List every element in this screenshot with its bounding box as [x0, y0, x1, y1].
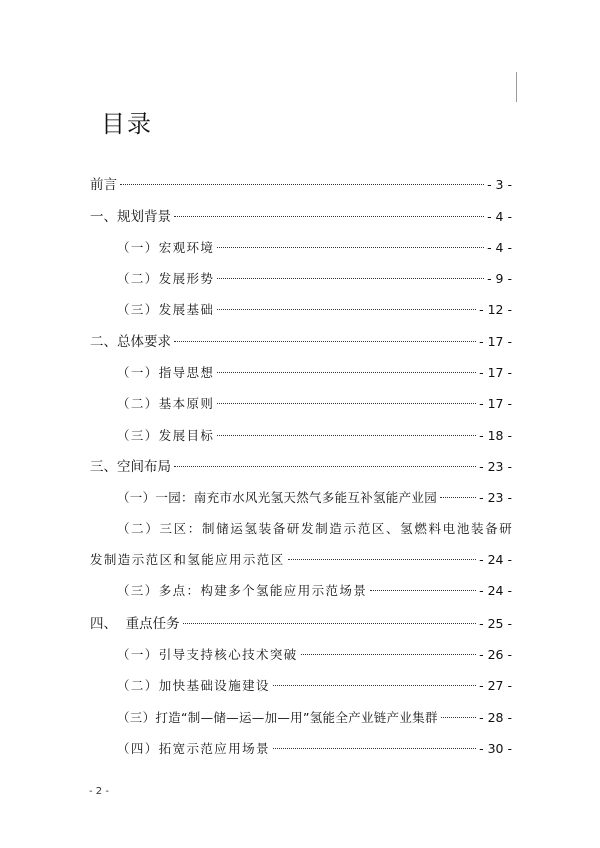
toc-label: （二）加快基础设施建设 [117, 678, 270, 693]
toc-entry-key-tasks[interactable] [90, 614, 512, 634]
toc-page-number: - 25 - [479, 616, 512, 631]
toc-entry-spatial-layout[interactable] [90, 457, 512, 477]
toc-page-number: - 3 - [487, 177, 512, 192]
toc-page-number: - 18 - [479, 428, 512, 443]
toc-entry-basic-principles[interactable] [117, 394, 512, 414]
toc-label: （一）一园：南充市水风光氢天然气多能互补氢能产业园 [117, 490, 438, 505]
toc-page-number: - 17 - [479, 334, 512, 349]
toc-entry-demo-scenarios[interactable] [117, 739, 512, 759]
page-title: 目录 [101, 110, 153, 138]
toc-entry-multiple-points[interactable] [117, 581, 512, 601]
leader-dots [370, 590, 476, 591]
toc-page-number: - 17 - [479, 396, 512, 411]
toc-entry-one-park[interactable] [117, 488, 512, 508]
toc-page-number: - 24 - [479, 552, 512, 567]
toc-label: 四、 重点任务 [90, 616, 180, 632]
toc-page-number: - 27 - [479, 678, 512, 693]
toc-page-number: - 26 - [479, 647, 512, 662]
toc-page-number: - 4 - [487, 240, 512, 255]
toc-entry-three-zones-line2[interactable] [90, 550, 512, 570]
toc-page-number: - 9 - [487, 271, 512, 286]
toc-entry-industry-cluster[interactable] [117, 708, 512, 728]
toc-page-number: - 12 - [479, 302, 512, 317]
leader-dots [120, 184, 484, 185]
toc-label: 三、空间布局 [90, 459, 171, 475]
toc-label: 二、总体要求 [90, 334, 171, 350]
toc-label: （三）多点：构建多个氢能应用示范场景 [117, 583, 368, 598]
leader-dots [273, 685, 476, 686]
toc-entry-guiding-ideology[interactable] [117, 363, 512, 383]
toc-entry-overall-requirements[interactable] [90, 332, 512, 352]
leader-dots [217, 403, 476, 404]
leader-dots [440, 497, 476, 498]
leader-dots [217, 247, 484, 248]
leader-dots [174, 216, 484, 217]
leader-dots [217, 278, 484, 279]
toc-entry-planning-background[interactable] [90, 207, 512, 227]
toc-entry-development-situation[interactable] [117, 269, 512, 289]
toc-label: （三）打造“制—储—运—加—用”氢能全产业链产业集群 [117, 710, 438, 725]
toc-page-number: - 23 - [479, 490, 512, 505]
toc-label: （三）发展目标 [117, 428, 215, 443]
toc-label: （二）发展形势 [117, 271, 215, 286]
toc-label: 一、规划背景 [90, 209, 171, 225]
leader-dots [174, 341, 476, 342]
leader-dots [273, 748, 476, 749]
toc-entry-infrastructure[interactable] [117, 676, 512, 696]
toc-page-number: - 4 - [487, 209, 512, 224]
toc-label: （四）拓宽示范应用场景 [117, 741, 270, 756]
leader-dots [288, 559, 477, 560]
leader-dots [301, 654, 476, 655]
toc-page-number: - 30 - [479, 741, 512, 756]
toc-label: （二）基本原则 [117, 396, 215, 411]
page-number-footer: - 2 - [89, 786, 109, 797]
toc-label: （一）指导思想 [117, 365, 215, 380]
leader-dots [183, 623, 477, 624]
toc-label: （一）宏观环境 [117, 240, 215, 255]
toc-page-number: - 17 - [479, 365, 512, 380]
toc-page-number: - 23 - [479, 459, 512, 474]
toc-entry-preface[interactable] [90, 175, 512, 195]
toc-entry-macro-environment[interactable] [117, 238, 512, 258]
toc-label: 发制造示范区和氢能应用示范区 [90, 552, 285, 567]
toc-label: 前言 [90, 177, 117, 193]
toc-page-number: - 24 - [479, 583, 512, 598]
leader-dots [217, 435, 476, 436]
leader-dots [174, 466, 476, 467]
leader-dots [217, 372, 476, 373]
toc-label: （一）引导支持核心技术突破 [117, 647, 298, 662]
leader-dots [441, 717, 476, 718]
toc-entry-development-foundation[interactable] [117, 300, 512, 320]
toc-entry-core-tech[interactable] [117, 645, 512, 665]
leader-dots [217, 309, 476, 310]
toc-page-number: - 28 - [479, 710, 512, 725]
toc-entry-development-goals[interactable] [117, 426, 512, 446]
toc-label: （三）发展基础 [117, 302, 215, 317]
toc-entry-three-zones-line1[interactable]: （二）三区：制储运氢装备研发制造示范区、氢燃料电池装备研 [117, 521, 512, 536]
